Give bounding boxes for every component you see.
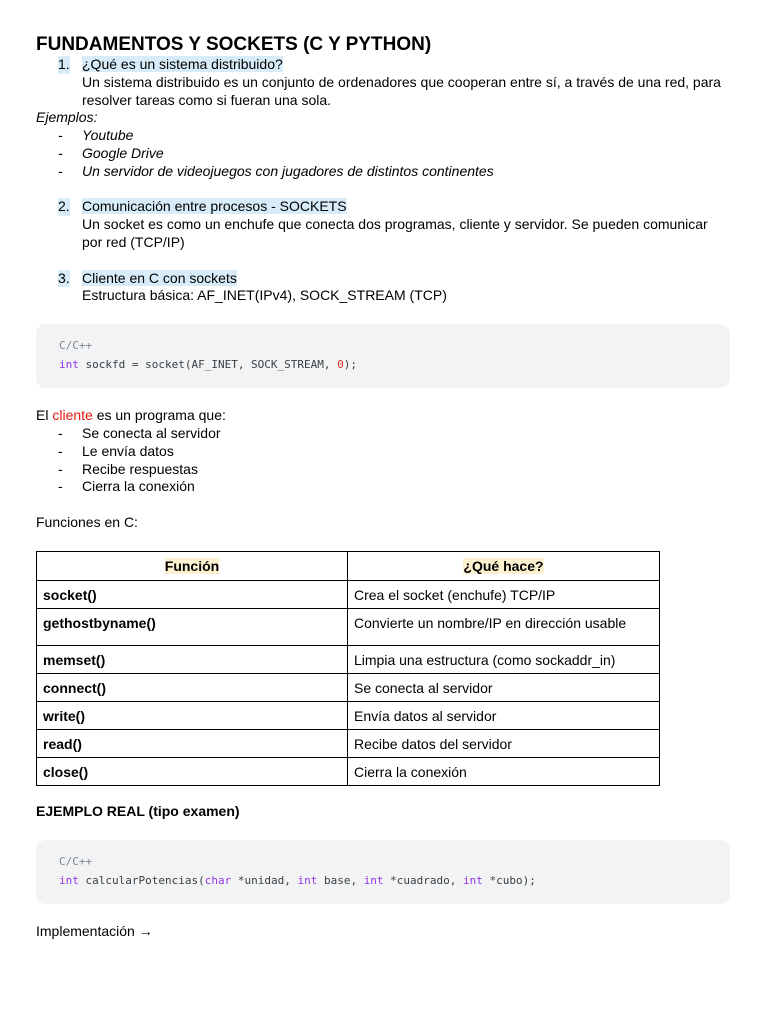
code-block-socket (36, 324, 730, 388)
client-item: - Recibe respuestas (58, 460, 198, 477)
section-1-title: ¿Qué es un sistema distribuido? (82, 56, 283, 72)
section-1-heading (36, 56, 730, 74)
section-1-body-line-2: resolver tareas como si fueran una sola. (82, 91, 332, 108)
section-2-heading (36, 198, 730, 216)
table-row: gethostbyname() Convierte un nombre/IP en dirección usable (37, 608, 660, 645)
section-2-number: 2. (58, 198, 70, 215)
code-line: int calcularPotencias(char *unidad, int base, int *cuadrado, int *cubo); (59, 873, 536, 887)
example-heading: EJEMPLO REAL (tipo examen) (36, 802, 240, 819)
example-item: - Un servidor de videojuegos con jugadores de distintos continentes (58, 162, 494, 179)
functions-table (36, 551, 660, 786)
section-3-title: Cliente en C con sockets (82, 269, 237, 286)
table-header-description: ¿Qué hace? (348, 551, 660, 580)
implementation-label: Implementación → (36, 922, 153, 939)
document-title: FUNDAMENTOS Y SOCKETS (C Y PYTHON) (36, 34, 432, 55)
document-page (36, 34, 730, 940)
client-item: - Le envía datos (58, 442, 174, 459)
section-1-body-line-1: Un sistema distribuido es un conjunto de ordenadores que cooperan entre sí, a través de una red, para (82, 73, 721, 90)
client-highlight-word: cliente (52, 407, 93, 424)
section-3-body: Estructura básica: AF_INET(IPv4), SOCK_STREAM (TCP) (82, 287, 447, 304)
table-row: memset() Limpia una estructura (como sockaddr_in) (37, 645, 660, 673)
example-item: - Youtube (58, 127, 134, 144)
code-language-label: C/C++ (59, 854, 93, 868)
example-item: - Google Drive (58, 144, 164, 161)
functions-label: Funciones en C: (36, 513, 138, 530)
code-block-example (36, 840, 730, 904)
code-line: int sockfd = socket(AF_INET, SOCK_STREAM, 0); (59, 358, 358, 372)
examples-label: Ejemplos: (36, 109, 98, 126)
client-intro: El cliente es un programa que: (36, 407, 226, 424)
section-3-heading (36, 270, 730, 288)
table-row: read() Recibe datos del servidor (37, 729, 660, 757)
table-row: connect() Se conecta al servidor (37, 673, 660, 701)
table-row: socket() Crea el socket (enchufe) TCP/IP (37, 580, 660, 608)
client-item: - Se conecta al servidor (58, 424, 221, 441)
section-1-number: 1. (58, 56, 70, 72)
client-item: - Cierra la conexión (58, 478, 195, 495)
table-row: write() Envía datos al servidor (37, 701, 660, 729)
section-3-number: 3. (58, 269, 70, 286)
section-2-title: Comunicación entre procesos - SOCKETS (82, 198, 347, 215)
code-language-label: C/C++ (59, 339, 93, 353)
table-header-function: Función (37, 551, 348, 580)
table-row: close() Cierra la conexión (37, 757, 660, 785)
section-2-body-line-1: Un socket es como un enchufe que conecta dos programas, cliente y servidor. Se pueden comunicar (82, 216, 708, 233)
section-2-body-line-2: por red (TCP/IP) (82, 233, 185, 250)
